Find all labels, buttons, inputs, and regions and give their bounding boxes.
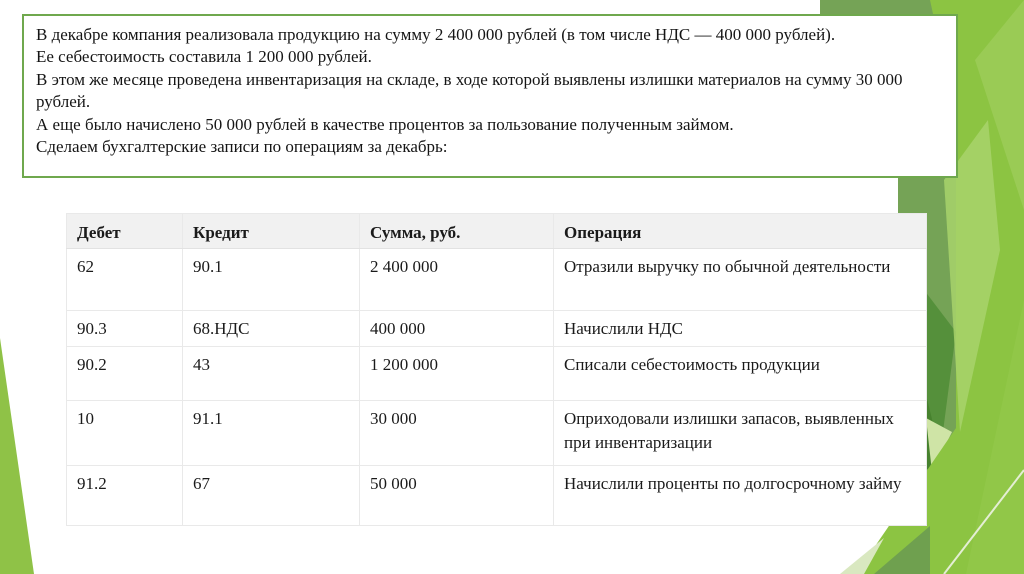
cell-operation: Оприходовали излишки запасов, выявленных при инвентаризации: [554, 401, 927, 466]
column-header-amount: Сумма, руб.: [360, 214, 554, 249]
cell-operation: Начислили НДС: [554, 311, 927, 347]
table-row: [67, 311, 927, 347]
cell-debit: 91.2: [67, 466, 183, 526]
cell-credit: 91.1: [183, 401, 360, 466]
table-header-row: [67, 214, 927, 249]
intro-line: В этом же месяце проведена инвентаризация на складе, в ходе которой выявлены излишки материалов на сумму 30 000 рублей.: [36, 69, 903, 112]
table-row: [67, 347, 927, 401]
cell-amount: 2 400 000: [360, 249, 554, 311]
intro-line: В декабре компания реализовала продукцию на сумму 2 400 000 рублей (в том числе НДС — 400 000 рублей).: [36, 25, 836, 44]
cell-credit: 90.1: [183, 249, 360, 311]
column-header-debit: Дебет: [67, 214, 183, 249]
cell-amount: 50 000: [360, 466, 554, 526]
cell-debit: 90.2: [67, 347, 183, 401]
cell-operation: Начислили проценты по долгосрочному займу: [554, 466, 927, 526]
cell-credit: 68.НДС: [183, 311, 360, 347]
cell-amount: 400 000: [360, 311, 554, 347]
intro-text-box: [22, 14, 958, 178]
intro-line: А еще было начислено 50 000 рублей в качестве процентов за пользование полученным займом.: [36, 114, 734, 134]
intro-line: Ее себестоимость составила 1 200 000 рублей.: [36, 47, 372, 67]
cell-debit: 90.3: [67, 311, 183, 347]
intro-line: Сделаем бухгалтерские записи по операциям за декабрь:: [36, 137, 448, 157]
cell-operation: Отразили выручку по обычной деятельности: [554, 249, 927, 311]
column-header-operation: Операция: [554, 214, 927, 249]
table-row: [67, 466, 927, 526]
column-header-credit: Кредит: [183, 214, 360, 249]
cell-operation: Списали себестоимость продукции: [554, 347, 927, 401]
cell-credit: 43: [183, 347, 360, 401]
table-row: [67, 401, 927, 466]
journal-entries-table: [66, 213, 927, 526]
cell-debit: 62: [67, 249, 183, 311]
table-row: [67, 249, 927, 311]
cell-debit: 10: [67, 401, 183, 466]
cell-amount: 30 000: [360, 401, 554, 466]
cell-amount: 1 200 000: [360, 347, 554, 401]
cell-credit: 67: [183, 466, 360, 526]
facet-left-wedge: [0, 338, 34, 574]
